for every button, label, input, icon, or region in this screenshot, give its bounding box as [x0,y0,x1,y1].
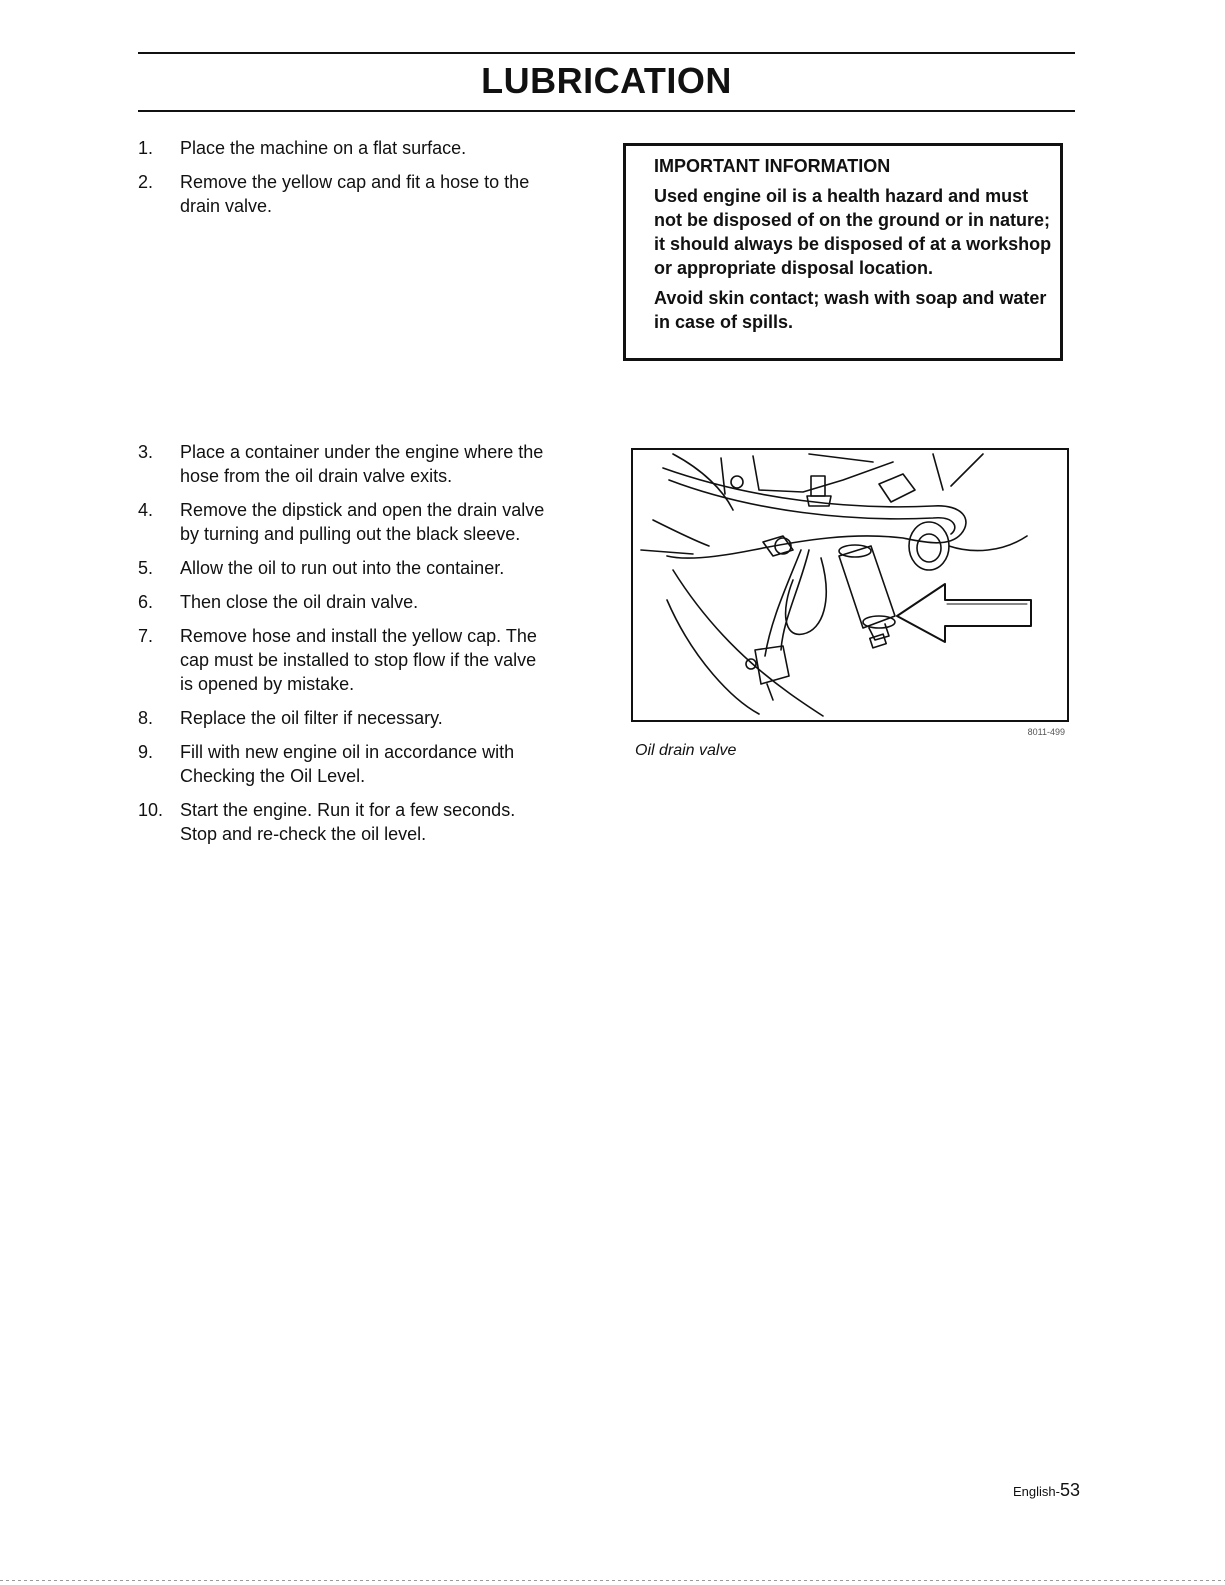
step-number: 8. [138,708,154,728]
list-item [138,556,548,580]
list-item [138,624,548,696]
step-number: 2. [138,172,154,192]
list-item [138,440,548,488]
step-text: Place a container under the engine where the hose from the oil drain valve exits. [180,442,544,486]
step-number: 5. [138,558,154,578]
step-text: Fill with new engine oil in accordance with Checking the Oil Level. [180,742,515,786]
step-text: Place the machine on a flat surface. [180,138,467,158]
steps-list-part-2 [138,440,548,856]
steps-list-part-1 [138,136,548,228]
step-number: 10. [138,800,164,820]
scan-edge-line [0,1580,1225,1581]
important-paragraph-skin-contact: Avoid skin contact; wash with soap and water in case of spills. [654,288,1047,332]
step-text: Remove the yellow cap and fit a hose to the drain valve. [180,172,530,216]
list-item [138,706,548,730]
list-item [138,170,548,218]
important-paragraph-disposal: Used engine oil is a health hazard and must not be disposed of on the ground or in nature; it should always be disposed of at a workshop or appropriate disposal location. [654,186,1052,278]
engine-line-drawing [633,450,1067,720]
step-text: Remove hose and install the yellow cap. The cap must be installed to stop flow if the valve is opened by mistake. [180,626,537,694]
step-number: 6. [138,592,154,612]
step-number: 3. [138,442,154,462]
step-text: Replace the oil filter if necessary. [180,708,443,728]
step-text: Then close the oil drain valve. [180,592,419,612]
page-title: LUBRICATION [481,60,732,101]
step-text: Remove the dipstick and open the drain valve by turning and pulling out the black sleeve. [180,500,545,544]
oil-drain-valve-illustration [631,448,1069,722]
step-number: 4. [138,500,154,520]
step-number: 7. [138,626,154,646]
step-number: 9. [138,742,154,762]
footer-language: English- [1013,1484,1060,1499]
list-item [138,590,548,614]
step-text: Allow the oil to run out into the container. [180,558,505,578]
page-footer [980,1480,1080,1501]
header-top-rule [138,52,1075,54]
important-heading: IMPORTANT INFORMATION [654,156,891,176]
step-number: 1. [138,138,154,158]
figure-caption: Oil drain valve [635,742,737,759]
list-item [138,798,548,846]
important-information-box [623,143,1063,361]
list-item [138,136,548,160]
list-item [138,740,548,788]
list-item [138,498,548,546]
header-bottom-rule [138,110,1075,112]
page-number: 53 [1059,1480,1080,1500]
figure-reference-code: 8011-499 [1027,727,1065,737]
step-text: Start the engine. Run it for a few seconds. Stop and re-check the oil level. [180,800,516,844]
